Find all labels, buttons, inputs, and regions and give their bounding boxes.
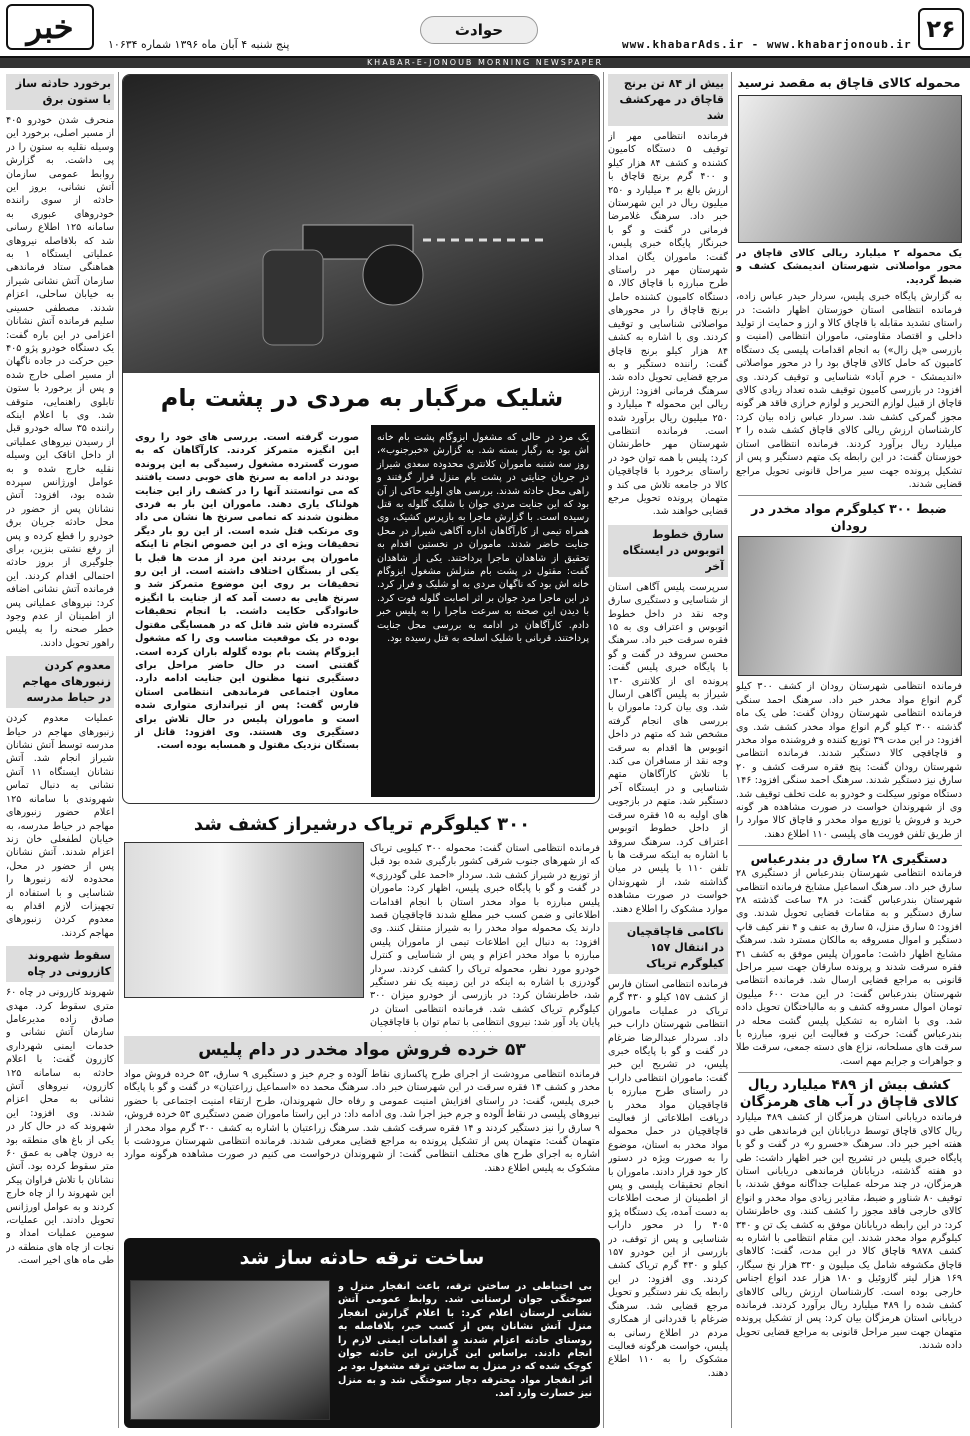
- column-divider: [731, 72, 732, 1428]
- article-divider: [738, 1072, 962, 1073]
- article-body: عملیات معدوم کردن زنبورهای مهاجم در حیاط مدرسه توسط آتش نشانان شیراز انجام شد. آتش نشانان ایستگاه ۱۱ آتش نشانی به دنبال تماس شهروندی با سامانه ۱۲۵ اعلام حضور زنبورهای مهاجم در حیاط مدرسه، به خیابان لطفعلی خان زند اعزام شدند. آتش نشانان پس از حضور در محل، محدوده لانه زنبورها را شناسایی و با استفاده از تجهیزات لازم اقدام به معدوم کردن زنبورهای مهاجم کردند.: [6, 713, 114, 939]
- article-title[interactable]: ضبط ۳۰۰ کیلوگرم مواد مخدر در رودان: [751, 501, 947, 534]
- headline[interactable]: ۵۳ خرده فروش مواد مخدر در دام پلیس: [124, 1036, 600, 1064]
- revolver-illustration: [123, 75, 600, 373]
- dark-story-box: [124, 1238, 600, 1428]
- article-body: سرپرست پلیس آگاهی استان از شناسایی و دستگیری سارق وجه نقد در داخل خطوط اتوبوس و اعتراف وی به ۱۵ فقره سرقت خبر داد. سرهنگ محسن سروقد در گفت و گو با پایگاه خبری پلیس گفت: پرونده ای از کلانتری ۱۳۰ شیراز به پلیس آگاهی ارسال شد. وی بیان کرد: ماموران با بررسی های انجام گرفته مشخص شد که متهم در داخل اتوبوس ها اقدام به سرقت وجه نقد از مسافران می کند. با تلاش کارآگاهان متهم شناسایی و در ایستگاه آخر دستگیر شد. متهم در بازجویی های اولیه به ۱۵ فقره سرقت از داخل خطوط اتوبوس اعتراف کرد. سرهنگ سروقد با اشاره به اینکه سرقت ها با تلفن ۱۱۰ با پلیس در میان گذاشته شد، از شهروندان خواست در صورت مشاهده موارد مشکوک را اطلاع دهند.: [608, 581, 728, 915]
- article-divider: [738, 495, 962, 496]
- article-body: فرمانده انتظامی استان فارس از کشف ۱۵۷ کیلو و ۴۳۰ گرم تریاک در عملیات ماموران انتظامی شهرستان داراب خبر داد. سردار عبدالرضا ضرغام در گفت و گو با پایگاه خبری پلیس، در تشریح این خبر گفت: ماموران انتظامی داراب در راستای طرح مبارزه با قاچاقچیان مواد مخدر با دریافت اطلاعاتی از فعالیت قاچاقچیان در حمل محموله مواد مخدر به استان، موضوع را به صورت ویژه در دستور کار خود قرار دادند. ماموران با انجام تحقیقات پلیسی و پس از اطمینان از صحت اطلاعات به دست آمده، یک دستگاه پژو ۴۰۵ را در محور داراب شناسایی و پس از توقف، در بازرسی از این خودرو ۱۵۷ کیلو و ۴۳۰ گرم تریاک کشف کردند. وی افزود: در این رابطه یک نفر دستگیر و تحویل مرجع قضایی شد. سرهنگ ضرغام با قدردانی از همکاری مردم در اطلاع رسانی به پلیس، خواست هرگونه فعالیت مشکوک را به ۱۱۰ اطلاع دهند.: [608, 978, 728, 1379]
- article-title[interactable]: محموله کالای قاچاق به مقصد نرسید: [737, 75, 961, 90]
- masthead: [0, 0, 970, 58]
- article-body: منحرف شدن خودرو ۴۰۵ از مسیر اصلی، برخورد این وسیله نقلیه به ستون را در پی داشت. به گزارش روابط عمومی سازمان آتش نشانی، بروز این حادثه از سوی راننده خودروهای عبوری به سامانه ۱۲۵ اطلاع رسانی شد که بلافاصله نیروهای عملیاتی ایستگاه ۱ به هماهنگی ستاد فرماندهی سازمان آتش نشانی شیراز به خیابان ساحلی، اعزام شدند. مصطفی حسینی سلیم فرمانده آتش نشانان اعزامی در این باره گفت: یک دستگاه خودرو پژو ۴۰۵ حین حرکت در جاده ناگهان از مسیر اصلی خارج شده و پس از برخورد با ستون تابلوی راهنمایی، متوقف شد. وی با اعلام اینکه راننده ۳۵ ساله خودرو قبل از رسیدن نیروهای عملیاتی از داخل اتاقک این وسیله نقلیه خارج شده و به عوامل اورژانس سپرده شده بود، افزود: آتش نشانان پس از حضور در محل حادثه جریان برق خودرو را قطع کرده و پس از رفع نشتی بنزین، برای جلوگیری از بروز حادثه احتمالی اقدام کردند. این فرمانده آتش نشانی اضافه کرد: نیروهای عملیاتی پس از اطمینان از عدم وجود خطر صحنه را به پلیس راهور تحویل دادند.: [6, 115, 114, 649]
- article-body: فرمانده انتظامی مهر از توقیف ۵ دستگاه کامیون کشنده و کشف ۸۴ هزار کیلو و ۴۰۰ گرم برنج قاچاق با ارزش بالغ بر ۴ میلیارد و ۲۵۰ میلیون ریال در این شهرستان خبر داد. سرهنگ غلامرضا فرمانی در گفت و گو با خبرنگار پایگاه خبری پلیس، گفت: ماموران یگان امداد شهرستان مهر در راستای طرح مبارزه با قاچاق کالا، ۵ دستگاه کامیون کشنده حامل برنج قاچاق را در محورهای مواصلاتی شناسایی و توقیف کردند. وی با اشاره به کشف ۸۴ هزار کیلو برنج قاچاق گفت: راننده دستگیر و به مرجع قضایی تحویل داده شد. سرهنگ فرمانی افزود: ارزش ریالی این محموله ۴ میلیارد و ۲۵۰ میلیون ریال برآورد شده است. فرمانده انتظامی شهرستان مهر خاطرنشان کرد: پلیس با همه توان خود در راستای برخورد با قاچاقچیان کالا در جامعه تلاش می کند و متهمان پرونده تحویل مرجع قضایی خواهند شد.: [608, 131, 728, 518]
- article-body-left: صورت گرفته است. بررسی های خود را روی این انگیزه متمرکز کردند. کارآگاهان که به صورت گسترده مشغول رسیدگی به این پرونده بودند در ادامه به سرنخ های خوبی دست یافتند که می توانستند آنها را در کشف راز این جنایت هولناک یاری دهند. ماموران این بار به فردی مظنون شدند که تمامی سرنخ ها نشان می داد وی مرتکب قتل شده است. از این رو بار دیگر تحقیقات ویژه ای در این خصوص انجام تا اینکه ماموران پی بردند این مرد از مدت ها قبل با یکی از بستگان اختلاف داشته است. از این رو تحقیقات بر روی این موضوع متمرکز شد و سرنخ هایی به دست آمد که از جنایت با انگیزه خانوادگی حکایت داشت. با انجام تحقیقات گسترده فاش شد قاتل که در همسایگی مقتول بوده در یک موقعیت مناسب وی را که مشغول ایزوگام پشت بام بوده گلوله باران کرده است. گفتنی است در حال حاضر مراحل برای دستگیری تنها مظنون این جنایت ادامه دارد. معاون اجتماعی فرماندهی انتظامی استان فارس گفت: پس از تیراندازی متواری شده است و ماموران پلیس در حال تلاش برای دستگیری وی هستند. وی افزود: قاتل از بستگان نزدیک مقتول و همسایه بوده است.: [135, 432, 359, 752]
- revolver-photo: [123, 75, 600, 373]
- article-body: بی احتیاطی در ساختن ترقه، باعث انفجار منزل و سوختگی جوان لرستانی شد. روابط عمومی آتش نشانی لرستان اعلام کرد: با اعلام گزارش انفجار منزل آتش نشانان پس از کسب خبر، بلافاصله به روستای حادثه اعزام شدند و اقدامات ایمنی لازم را انجام دادند. براساس این گزارش این حادثه جوان کوچک شده که در منزل به ساختن ترقه مشغول بود بر اثر انفجار مواد محترقه دچار سوختگی شد و به منزل نیز خسارت وارد آمد.: [338, 1281, 592, 1400]
- headline[interactable]: شلیک مرگبار به مردی در پشت بام: [160, 384, 564, 412]
- article-body: فرمانده انتظامی شهرستان بندرعباس از دستگیری ۲۸ سارق خبر داد. سرهنگ اسماعیل مشایخ فرمانده انتظامی شهرستان بندرعباس گفت: در ۴۸ ساعت گذشته ۲۸ سارق دستگیر و به مقامات قضایی تحویل شدند. وی افزود: ۵ سارق منزل، ۵ سارق به عنف و ۴ نفر کیف قاپ دستگیر و اموال مسروقه به مالکان مسترد شد. سرهنگ مشایخ اظهار داشت: ماموران پلیس موفق به کشف ۳۱ فقره سرقت شدند و پرونده سارقان جهت سیر مراحل قانونی به مراجع قضایی ارسال شد. فرمانده انتظامی شهرستان بندرعباس گفت: در این مدت ۶۰۰ میلیون تومان اموال مسروقه کشف و به مالباختگان تحویل داده شد. وی با اشاره به تشکیل پلیس گشت محله در بندرعباس گفت: حرکت و فعالیت این نیرو، مبارزه با سرقت های مسلحانه، نزاع های دسته جمعی، سرقت طلا و جواهرات و جرایم مهم است.: [736, 868, 962, 1067]
- article-title[interactable]: دستگیری ۲۸ سارق در بندرعباس: [750, 851, 948, 867]
- opium-packages-photo: [124, 842, 364, 998]
- article-body-right: یک مرد در حالی که مشغول ایزوگام پشت بام خانه اش بود به رگبار بسته شد. به گزارش «خبرجنوب»، روز سه شنبه ماموران کلانتری محدوده سعدی شیراز در جریان جنایتی در پشت بام منزل قرار گرفتند و راهی محل حادثه شدند. بررسی های اولیه حاکی از آن بود که این جنایت مردی جوان با شلیک گلوله به قتل رسیده است. با گزارش ماجرا به بازپرس کشیک، وی همراه تیمی از کارآگاهان اداره آگاهی شیراز در محل جنایت حاضر شدند. ماموران در نخستین اقدام به تحقیق از شاهدان ماجرا پرداختند. یکی از شاهدان گفت: مقتول در پشت بام منزلش مشغول ایزوگام خانه اش بود که ناگهان مردی به او شلیک و فرار کرد. در این ماجرا مرد جوان بر اثر اصابت گلوله فوت کرد. با دیدن این صحنه به سرعت ماجرا را به پلیس خبر دادم. کارآگاهان در ادامه به بررسی محل جنایت پرداختند. قربانی با شلیک اسلحه به قتل رسیده بود.: [371, 425, 595, 797]
- article-title[interactable]: ناکامی قاچاقچیان در انتقال ۱۵۷ کیلوگرم تریاک: [608, 922, 728, 974]
- photo-caption: یک محموله ۲ میلیارد ریالی کالای قاچاق در محور مواصلاتی شهرستان اندیمشک کشف و ضبط گردید.: [736, 248, 962, 286]
- article-title[interactable]: کشف بیش از ۴۸۹ میلیارد ریال کالای قاچاق در آب های هرمزگان: [739, 1077, 959, 1111]
- article-title[interactable]: سقوط شهروند کازرونی در چاه: [6, 946, 114, 982]
- burned-room-photo: [130, 1280, 330, 1420]
- middle-column: [608, 74, 728, 1430]
- headline[interactable]: ساخت ترقه حادثه ساز شد: [239, 1247, 485, 1269]
- right-column: [736, 74, 962, 1430]
- masthead-banner: KHABAR-E-JONOUB MORNING NEWSPAPER: [0, 58, 970, 68]
- article-body: فرمانده انتظامی شهرستان رودان از کشف ۳۰۰ کیلو گرم انواع مواد مخدر خبر داد. سرهنگ احمد سنگی فرمانده انتظامی شهرستان رودان گفت: طی یک ماه گذشته ۳۰۰ کیلو گرم انواع مواد مخدر کشف شد. وی افزود: در این مدت ۳۹ توزیع کننده و فروشنده مواد مخدر و قاچاقچی کالا دستگیر شدند. فرمانده انتظامی شهرستان رودان گفت: پنج فقره سرقت کشف و ۲۰ سارق نیز دستگیر شدند. سرهنگ احمد سنگی افزود: ۱۴۶ دستگاه موتور سیکلت و خودرو به علت تخلف توقیف شد. وی از شهروندان خواست در صورت مشاهده هر گونه خرید و فروش یا توزیع مواد مخدر و قاچاق کالا موارد را از طریق تلفن فوریت های پلیسی ۱۱۰ اطلاع دهند.: [736, 681, 962, 840]
- left-column: [6, 74, 114, 1430]
- article-title[interactable]: معدوم کردن زنبورهای مهاجم در حیاط مدرسه: [6, 656, 114, 708]
- dateline: پنج شنبه ۴ آبان ماه ۱۳۹۶ شماره ۱۰۶۳۴: [108, 38, 290, 51]
- newspaper-logo[interactable]: خبر: [6, 4, 94, 50]
- article-photo: [738, 536, 962, 676]
- article-body: به گزارش پایگاه خبری پلیس، سردار حیدر عباس زاده، فرمانده انتظامی استان خوزستان اظهار داشت: در راستای تشدید مقابله با قاچاق کالا و ارز و حمایت از تولید داخلی و اقتصاد مقاومتی، ماموران انتظامی (امنیت و بازرسی «پل زال») به انجام اقدامات پلیسی یک دستگاه کامیون که حامل کالای قاچاق بود را در محور مواصلاتی «اندیمشک - خرم آباد» شناسایی و توقیف کردند. وی افزود: در بازرسی کامیون توقیف شده تعداد زیادی کالای قاچاق از قبیل لوازم التحریر و لوازم خرازی فاقد هر گونه مجوز گمرکی کشف شد. سردار عباس زاده بیان کرد: کارشناسان ارزش ریالی کالای قاچاق کشف شده را ۲ میلیارد ریال برآورد کردند. فرمانده انتظامی استان خوزستان گفت: در این رابطه یک متهم دستگیر و پس از تشکیل پرونده جهت سیر مراحل قانونی تحویل مراجع قضایی شدند.: [736, 291, 962, 490]
- lead-story: [122, 74, 600, 804]
- article-body: فرمانده انتظامی مرودشت از اجرای طرح پاکسازی نقاط آلوده و جرم خیز و دستگیری ۹ سارق، ۵۳ خرده فروش مواد مخدر و کشف ۱۴ فقره سرقت در این شهرستان خبر داد. سرهنگ محمد ده «اسماعیل زراعتیان» در گفت و گو با پایگاه خبری پلیس، گفت: در راستای افزایش امنیت عمومی و رفاه حال شهروندان، طرح ارتقاء امنیت اجتماعی با حضور نیروهای پلیسی در نقاط آلوده و جرم خیز اجرا شد. وی ادامه داد: در این راستا ماموران ضمن دستگیری ۵۳ خرده فروش، ۹ سارق را نیز دستگیر کردند و ۱۴ فقره سرقت کشف شد. سرهنگ زراعتیان با اشاره به کشف ۳۰۰ گرم مواد مخدر از متهمان گفت: متهمان پس از تشکیل پرونده به مراجع قضایی معرفی شدند. فرمانده انتظامی شهرستان مرودشت با اشاره به اجرای طرح های مختلف انتظامی گفت: از شهروندان درخواست می کنیم در صورت مشاهده هرگونه موارد مشکوک به پلیس اطلاع دهند.: [124, 1069, 600, 1174]
- article-title[interactable]: بیش از ۸۴ تن برنج قاچاق در مهرکشف شد: [608, 74, 728, 126]
- article-photo: [738, 95, 962, 243]
- headline[interactable]: ۳۰۰ کیلوگرم تریاک درشیراز کشف شد: [193, 814, 531, 835]
- article-title[interactable]: سارق خطوط اتوبوس در ایستگاه آخر: [608, 525, 728, 577]
- page-number: ۲۶: [918, 8, 964, 50]
- column-divider: [118, 72, 119, 1428]
- article-title[interactable]: برخورد حادثه ساز با ستون برق: [6, 74, 114, 110]
- article-divider: [738, 845, 962, 846]
- column-divider: [603, 72, 604, 1428]
- website-urls[interactable]: www.khabarAds.ir - www.khabarjonoub.ir: [622, 38, 912, 51]
- article-body: فرمانده انتظامی استان گفت: محموله ۳۰۰ کیلویی تریاک که از شهرهای جنوب شرقی کشور بارگیری شده بود قبل از توزیع در شیراز کشف شد. سردار «احمد علی گودرزی» در گفت و گو با پایگاه خبری پلیس، اظهار کرد: ماموران پلیس مبارزه با مواد مخدر استان با انجام اقدامات اطلاعاتی و ضمن کسب خبر مطلع شدند قاچاقچیان قصد دارند یک محموله مواد مخدر را به شیراز منتقل کنند. وی افزود: به دنبال این اطلاعات تیمی از ماموران پلیس مبارزه با مواد مخدر اعزام و پس از شناسایی و کنترل خودرو مورد نظر، محموله تریاک را کشف کردند. سردار گودرزی با اشاره به اینکه در این زمینه یک نفر دستگیر شد، خاطرنشان کرد: در بازرسی از خودرو میزان ۳۰۰ کیلوگرم تریاک کشف شد. فرمانده انتظامی استان در پایان یاد آور شد: نیروی انتظامی با تمام توان با قاچاقچیان: [370, 843, 600, 1029]
- article-body: فرمانده دریابانی استان هرمزگان از کشف ۴۸۹ میلیارد ریال کالای قاچاق توسط دریابانان این فرماندهی طی دو هفته اخیر خبر داد. سرهنگ «خسرو ر» در گفت و گو با پایگاه خبری پلیس در تشریح این خبر اظهار داشت: طی دو هفته گذشته، دریابانان فرماندهی دریابانی استان هرمزگان، در چند مرحله عملیات جداگانه موفق شدند، با توقیف ۸۰ شناور و ضبط، مقادیر زیادی مواد مخدر و انواع کالای خارجی فاقد مجوز را کشف کنند. وی خاطرنشان کرد: در این رابطه دریابانان موفق به کشف یک تن و ۳۴۰ کیلوگرم مواد مخدر شدند. این مقام انتظامی با اشاره به کشف ۹۸۷۸ قاچاق کالا در این مدت، گفت: کالاهای قاچاق مکشوفه شامل یک میلیون و ۳۳۰ هزار نخ سیگار، ۱۶۹ هزار لیتر گازوئیل و ۱۸۰ هزار عدد انواع اجناس خارجی بوده است. کارشناسان ارزش ریالی کالاهای کشف شده را ۴۸۹ میلیارد ریال برآورد کردند. فرمانده دریابانی استان هرمزگان بیان کرد: پس از تشکیل پرونده متهمان جهت سیر مراحل قانونی به مراجع قضایی تحویل داده شدند.: [736, 1112, 962, 1352]
- section-title: حوادث: [420, 16, 538, 44]
- article-body: شهروند کازرونی در چاه ۶۰ متری سقوط کرد. مهدی صادق زاده مدیرعامل سازمان آتش نشانی و خدمات ایمنی شهرداری کازرون گفت: با اعلام حادثه به سامانه ۱۲۵ کازرون، نیروهای آتش نشانی به محل اعزام شدند. وی افزود: این شهروند که در حال کار در یکی از باغ های منطقه بود به درون چاهی به عمق ۶۰ متر سقوط کرده بود. آتش نشانان با تلاش فراوان پیکر این شهروند را از چاه خارج کردند و به عوامل اورژانس تحویل دادند. این عملیات، سومین عملیات امداد و نجات از چاه های منطقه در طی ماه های اخیر است.: [6, 987, 114, 1267]
